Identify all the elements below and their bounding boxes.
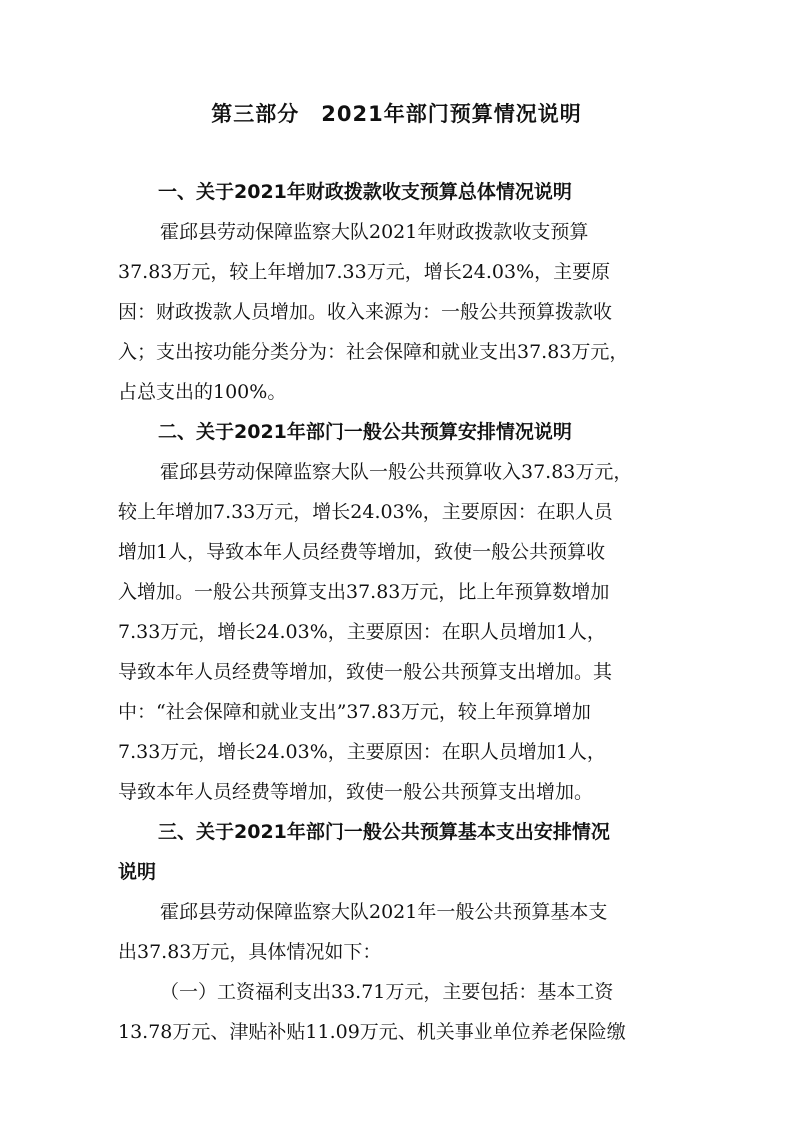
page-title: 第三部分 2021年部门预算情况说明 (211, 102, 582, 126)
paragraph-line: 7.33万元，增长24.03%，主要原因：在职人员增加1人， (118, 741, 606, 763)
section-3-paragraph (118, 892, 678, 972)
paragraph-line: 增加1人，导致本年人员经费等增加，致使一般公共预算收 (118, 541, 606, 563)
paragraph-line: 入增加。一般公共预算支出37.83万元，比上年预算数增加 (118, 581, 610, 603)
paragraph-line: 因：财政拨款人员增加。收入来源为：一般公共预算拨款收 (118, 301, 613, 323)
paragraph-line: 霍邱县劳动保障监察大队一般公共预算收入37.83万元， (160, 461, 633, 483)
item-1-paragraph (118, 972, 678, 1052)
paragraph-line: 7.33万元，增长24.03%，主要原因：在职人员增加1人， (118, 621, 606, 643)
paragraph-line: 较上年增加7.33万元，增长24.03%，主要原因：在职人员 (118, 501, 613, 523)
paragraph-line: 出37.83万元，具体情况如下： (118, 941, 382, 963)
section-3-heading-cont: 说明 (118, 861, 157, 883)
paragraph-line: 中：“社会保障和就业支出”37.83万元，较上年预算增加 (118, 701, 591, 723)
section-3-heading: 三、关于2021年部门一般公共预算基本支出安排情况 (158, 821, 610, 843)
paragraph-line: 导致本年人员经费等增加，致使一般公共预算支出增加。其 (118, 661, 613, 683)
paragraph-line: 入；支出按功能分类分为：社会保障和就业支出37.83万元， (118, 341, 629, 363)
section-1-paragraph (118, 212, 678, 412)
paragraph-line: 13.78万元、津贴补贴11.09万元、机关事业单位养老保险缴 (118, 1021, 626, 1043)
document-body (118, 172, 678, 1052)
paragraph-line: 霍邱县劳动保障监察大队2021年一般公共预算基本支 (160, 901, 608, 923)
section-2-heading: 二、关于2021年部门一般公共预算安排情况说明 (158, 421, 572, 443)
section-1-heading: 一、关于2021年财政拨款收支预算总体情况说明 (158, 181, 572, 203)
paragraph-line: 霍邱县劳动保障监察大队2021年财政拨款收支预算 (160, 221, 589, 243)
paragraph-line: 37.83万元，较上年增加7.33万元，增长24.03%，主要原 (118, 261, 611, 283)
section-2-paragraph (118, 452, 678, 812)
paragraph-line: 占总支出的100%。 (118, 381, 287, 403)
paragraph-line: （一）工资福利支出33.71万元，主要包括：基本工资 (160, 981, 614, 1003)
paragraph-line: 导致本年人员经费等增加，致使一般公共预算支出增加。 (118, 781, 594, 803)
